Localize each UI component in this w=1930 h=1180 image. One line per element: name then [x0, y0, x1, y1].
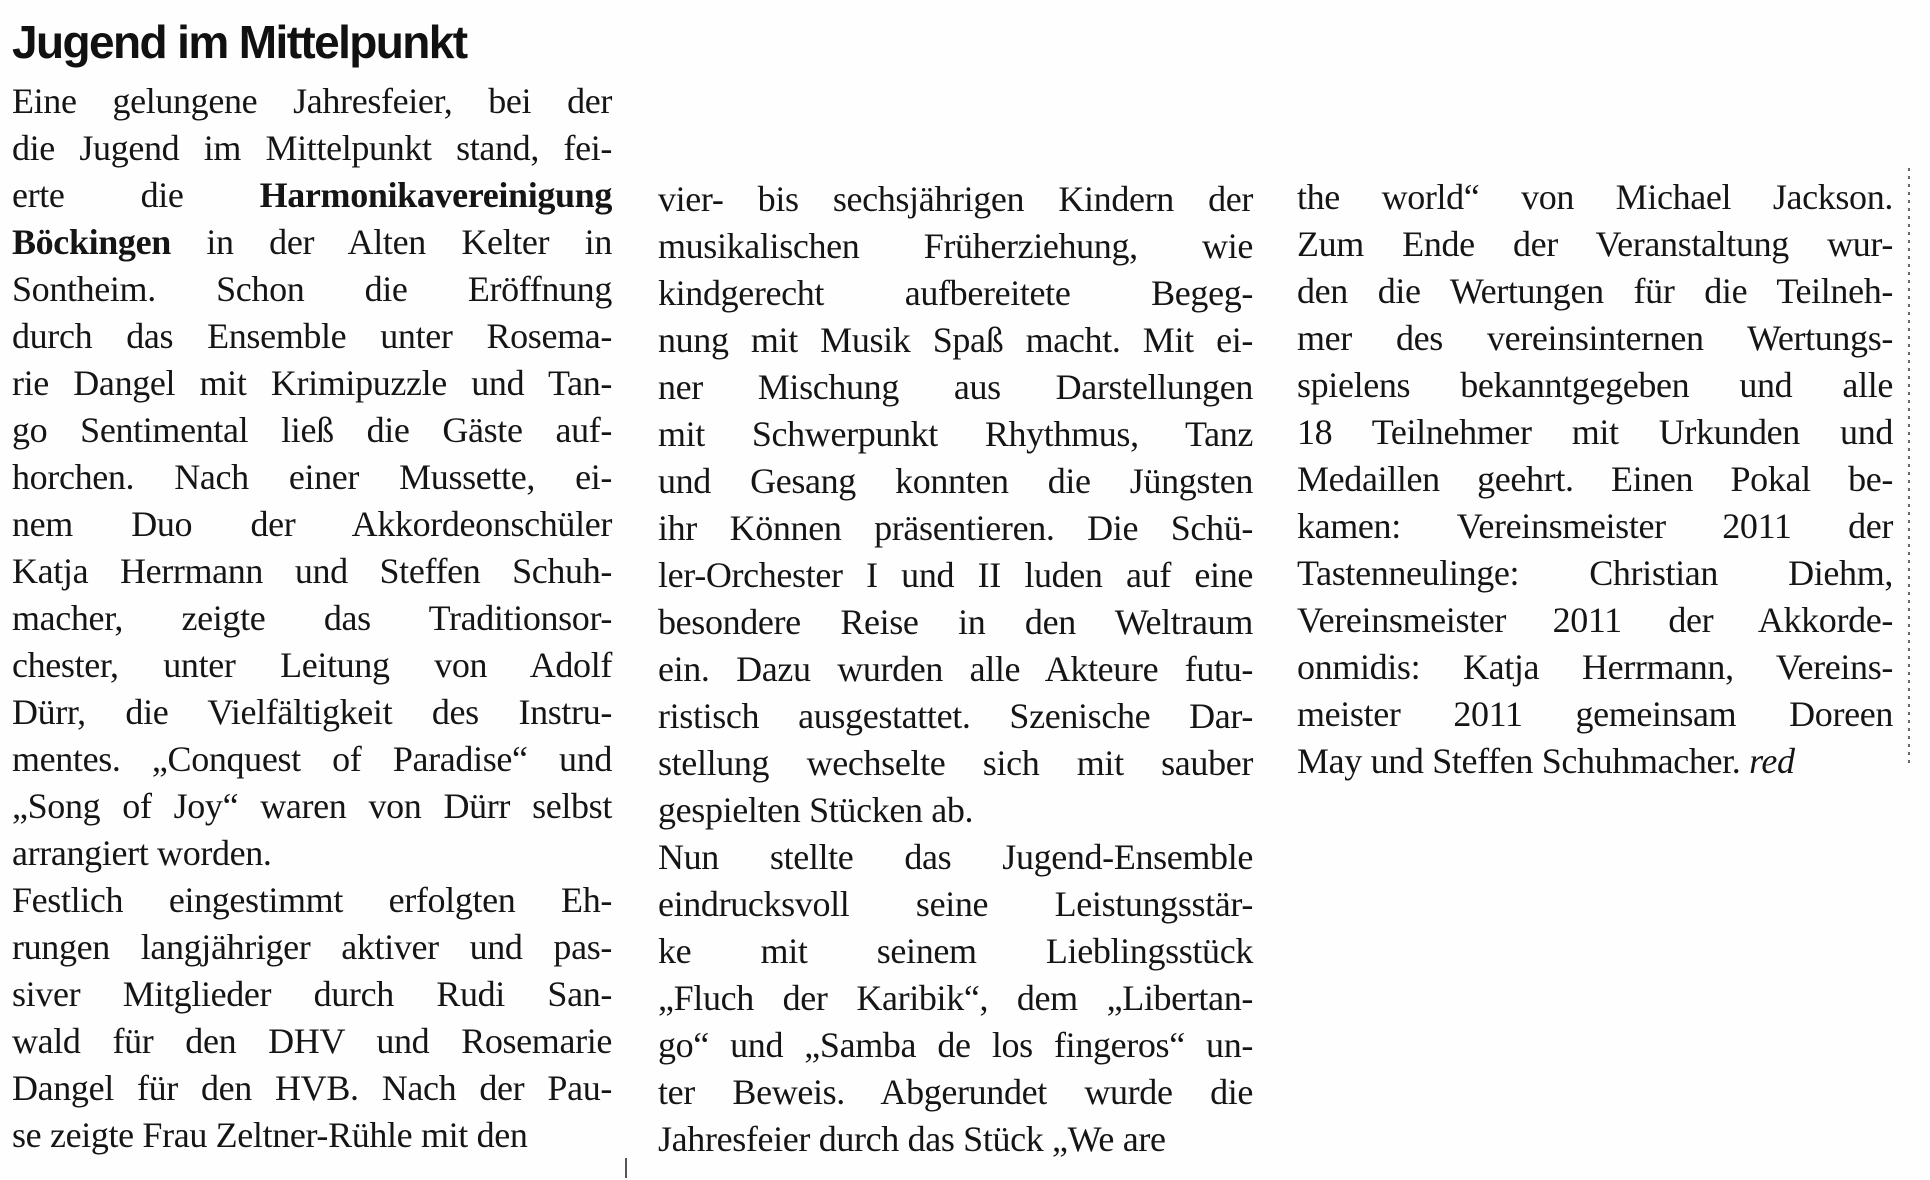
text-line: Sontheim. Schon die Eröffnung [12, 269, 612, 309]
text-line: chester, unter Leitung von Adolf [12, 645, 612, 685]
text-line: ein. Dazu wurden alle Akteure futu- [658, 649, 1253, 689]
text-line: gespielten Stücken ab. [658, 790, 974, 830]
text-segment: erte die [12, 175, 260, 215]
text-line: „Song of Joy“ waren von Dürr selbst [12, 786, 612, 826]
text-line: Vereinsmeister 2011 der Akkorde- [1297, 600, 1893, 640]
text-line: Katja Herrmann und Steffen Schuh- [12, 551, 612, 591]
text-line: nung mit Musik Spaß macht. Mit ei- [658, 320, 1253, 360]
text-line: ler-Orchester I und II luden auf eine [658, 555, 1253, 595]
text-line: Jahresfeier durch das Stück „We are [658, 1119, 1166, 1159]
text-line: die Jugend im Mittelpunkt stand, fei- [12, 128, 612, 168]
bold-organization-name: Böckingen [12, 222, 171, 262]
text-line [1297, 738, 1893, 785]
author-tag: red [1749, 741, 1795, 781]
text-line: macher, zeigte das Traditionsor- [12, 598, 612, 638]
text-line: go Sentimental ließ die Gäste auf- [12, 410, 612, 450]
text-line: 18 Teilnehmer mit Urkunden und [1297, 412, 1893, 452]
text-line: ke mit seinem Lieblingsstück [658, 931, 1253, 971]
text-line: Eine gelungene Jahresfeier, bei der [12, 81, 612, 121]
text-line: wald für den DHV und Rosemarie [12, 1021, 612, 1061]
text-line: besondere Reise in den Weltraum [658, 602, 1253, 642]
column-divider-left [625, 1158, 627, 1178]
text-line: den die Wertungen für die Teilneh- [1297, 271, 1893, 311]
text-line: Zum Ende der Veranstaltung wur- [1297, 224, 1893, 264]
text-line: rungen langjähriger aktiver und pas- [12, 927, 612, 967]
text-line: ristisch ausgestattet. Szenische Dar- [658, 696, 1253, 736]
text-line: durch das Ensemble unter Rosema- [12, 316, 612, 356]
text-line [12, 172, 612, 219]
text-line: Medaillen geehrt. Einen Pokal be- [1297, 459, 1893, 499]
text-line: stellung wechselte sich mit sauber [658, 743, 1253, 783]
text-line: Nun stellte das Jugend-Ensemble [658, 837, 1253, 877]
text-line: horchen. Nach einer Mussette, ei- [12, 457, 612, 497]
text-line: the world“ von Michael Jackson. [1297, 177, 1893, 217]
text-line: ner Mischung aus Darstellungen [658, 367, 1253, 407]
text-line: mit Schwerpunkt Rhythmus, Tanz [658, 414, 1253, 454]
column-divider-right [1908, 168, 1910, 768]
text-line: onmidis: Katja Herrmann, Vereins- [1297, 647, 1893, 687]
text-line: spielens bekanntgegeben und alle [1297, 365, 1893, 405]
text-segment: in der Alten Kelter in [170, 222, 612, 262]
text-line: ter Beweis. Abgerundet wurde die [658, 1072, 1253, 1112]
text-line: mer des vereinsinternen Wertungs- [1297, 318, 1893, 358]
text-line: meister 2011 gemeinsam Doreen [1297, 694, 1893, 734]
text-line: mentes. „Conquest of Paradise“ und [12, 739, 612, 779]
text-line: nem Duo der Akkordeonschüler [12, 504, 612, 544]
text-line: Dürr, die Vielfältigkeit des Instru- [12, 692, 612, 732]
text-line: ihr Können präsentieren. Die Schü- [658, 508, 1253, 548]
text-line: kindgerecht aufbereitete Begeg- [658, 273, 1253, 313]
text-line [12, 219, 612, 266]
text-line: musikalischen Früherziehung, wie [658, 226, 1253, 266]
text-line: „Fluch der Karibik“, dem „Libertan- [658, 978, 1253, 1018]
text-line: eindrucksvoll seine Leistungsstär- [658, 884, 1253, 924]
text-line: go“ und „Samba de los fingeros“ un- [658, 1025, 1253, 1065]
bold-organization-name: Harmonikavereinigung [259, 175, 612, 215]
text-line: und Gesang konnten die Jüngsten [658, 461, 1253, 501]
text-line: arrangiert worden. [12, 833, 272, 873]
text-line: vier- bis sechsjährigen Kindern der [658, 179, 1253, 219]
text-line: se zeigte Frau Zeltner-Rühle mit den [12, 1115, 528, 1155]
text-line: siver Mitglieder durch Rudi San- [12, 974, 612, 1014]
text-line: kamen: Vereinsmeister 2011 der [1297, 506, 1893, 546]
text-line: Tastenneulinge: Christian Diehm, [1297, 553, 1893, 593]
text-line: Dangel für den HVB. Nach der Pau- [12, 1068, 612, 1108]
text-line: rie Dangel mit Krimipuzzle und Tan- [12, 363, 612, 403]
text-segment: May und Steffen Schuhmacher. [1297, 741, 1750, 781]
text-line: Festlich eingestimmt erfolgten Eh- [12, 880, 612, 920]
article-headline: Jugend im Mittelpunkt [12, 16, 467, 68]
